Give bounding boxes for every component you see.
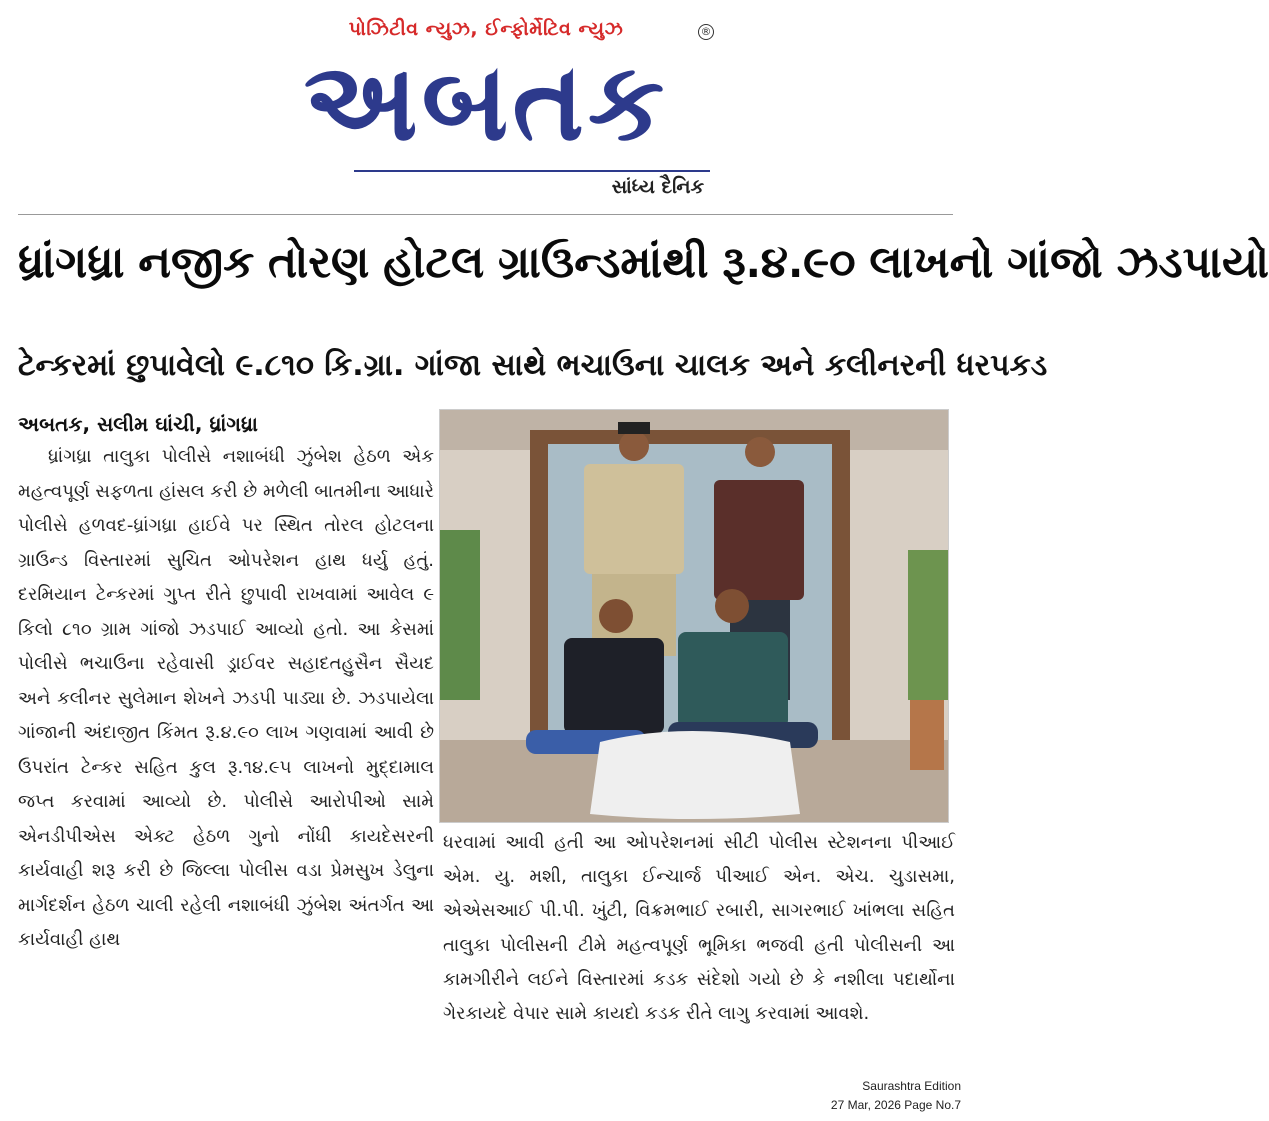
logo-underline xyxy=(354,170,710,172)
registered-trademark-mark: ® xyxy=(698,24,714,40)
edition-info xyxy=(831,1077,961,1115)
masthead xyxy=(262,18,710,208)
newspaper-logo: અબતક xyxy=(303,40,669,165)
article-paragraph-left: ધ્રાંગધ્રા તાલુકા પોલીસે નશાબંધી ઝુંબેશ હેઠળ એક મહત્વપૂર્ણ સફળતા હાંસલ કરી છે મળેલી બાતમીના આધારે પોલીસે હળવદ-ધ્રાંગધ્રા હાઈવે પર સ્થિત તોરલ હોટલના ગ્રાઉન્ડ વિસ્તારમાં સુચિત ઓપરેશન હાથ ધર્યુ હતું. દરમિયાન ટેન્કરમાં ગુપ્ત રીતે છુપાવી રાખવામાં આવેલ ૯ કિલો ૮૧૦ ગ્રામ ગાંજો ઝડપાઈ આવ્યો હતો. આ કેસમાં પોલીસે ભચાઉના રહેવાસી ડ્રાઈવર સહાદતહુસૈન સૈયદ અને કલીનર સુલેમાન શેખને ઝડપી પાડ્યા છે. ઝડપાયેલા ગાંજાની અંદાજીત કિંમત રૂ.૪.૯૦ લાખ ગણવામાં આવી છે ઉપરાંત ટેન્કર સહિત કુલ રૂ.૧૪.૯૫ લાખનો મુદ્દામાલ જપ્ત કરવામાં આવ્યો છે. પોલીસે આરોપીઓ સામે એનડીપીએસ એક્ટ હેઠળ ગુનો નોંધી કાયદેસરની કાર્યવાહી શરૂ કરી છે જિલ્લા પોલીસ વડા પ્રેમસુખ ડેલુના માર્ગદર્શન હેઠળ ચાલી રહેલી નશાબંધી ઝુંબેશ અંતર્ગત આ કાર્યવાહી હાથ xyxy=(18,446,434,950)
edition-name: Saurashtra Edition xyxy=(862,1079,961,1093)
arrested-accused-with-police-photo xyxy=(440,410,948,822)
masthead-divider xyxy=(18,214,953,215)
edition-date-page: 27 Mar, 2026 Page No.7 xyxy=(830,1098,961,1112)
masthead-sub-tagline: સાંધ્ય દૈનિક xyxy=(611,176,704,198)
article-body-right-column xyxy=(443,826,955,1074)
article-paragraph-right: ધરવામાં આવી હતી આ ઓપરેશનમાં સીટી પોલીસ સ્ટેશનના પીઆઈ એમ. યુ. મશી, તાલુકા ઈન્ચાર્જ પીઆઈ એન. એચ. ચુડાસમા, એએસઆઈ પી.પી. ખુંટી, વિક્રમભાઈ રબારી, સાગરભાઈ ખાંભલા સહિત તાલુકા પોલીસની ટીમે મહત્વપૂર્ણ ભૂમિકા ભજવી હતી પોલીસની આ કામગીરીને લઈને વિસ્તારમાં કડક સંદેશો ગયો છે કે નશીલા પદાર્થોના ગેરકાયદે વેપાર સામે કાયદો કડક રીતે લાગુ કરવામાં આવશે. xyxy=(443,832,955,1025)
article-body-left-column xyxy=(18,440,434,1062)
article-photo xyxy=(439,409,949,823)
article-headline: ધ્રાંગધ્રા નજીક તોરણ હોટલ ગ્રાઉન્ડમાંથી રૂ.૪.૯૦ લાખનો ગાંજો ઝડપાયો xyxy=(18,237,1269,288)
article-subheadline: ટેન્કરમાં છુપાવેલો ૯.૮૧૦ કિ.ગ્રા. ગાંજા સાથે ભચાઉના ચાલક અને કલીનરની ધરપકડ xyxy=(18,348,1048,383)
article-byline: અબતક, સલીમ ઘાંચી, ધ્રાંગધ્રા xyxy=(18,412,258,436)
masthead-tagline: પોઝિટીવ ન્યુઝ, ઈન્ફોર્મેટિવ ન્યુઝ xyxy=(348,18,624,40)
